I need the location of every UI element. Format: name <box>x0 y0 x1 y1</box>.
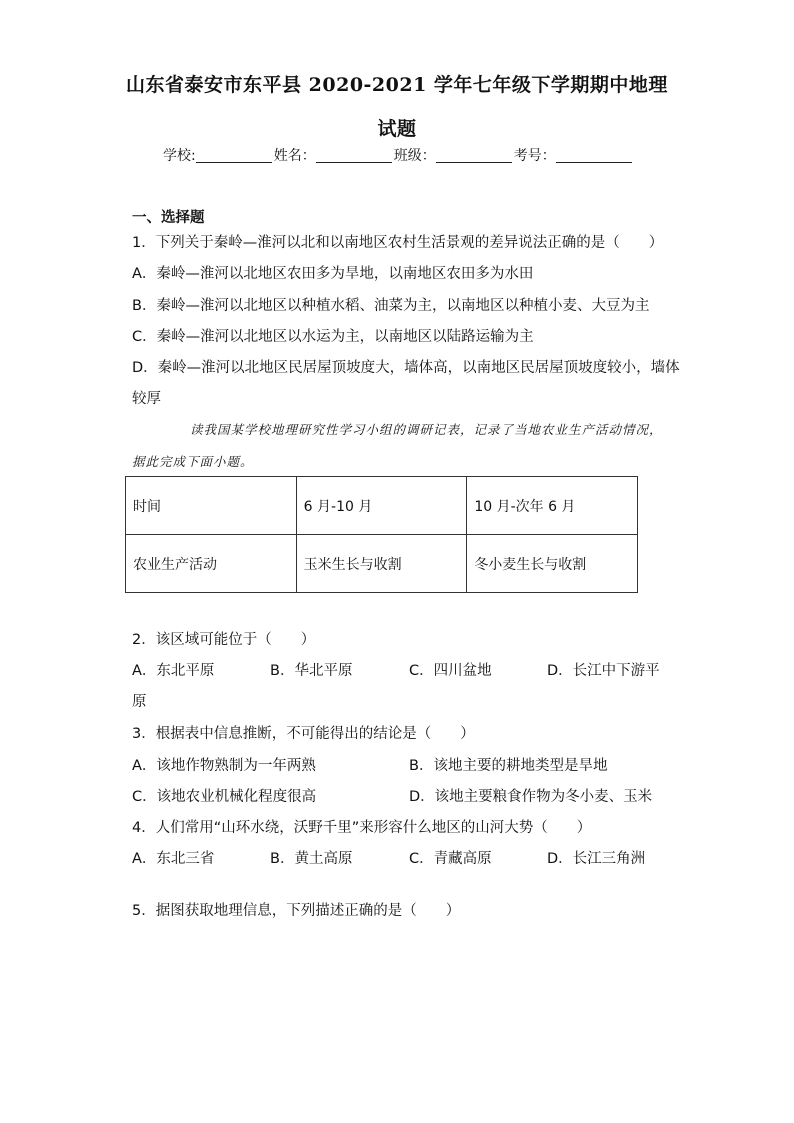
q1-option-c: C．秦岭—淮河以北地区以水运为主，以南地区以陆路运输为主 <box>132 329 534 345</box>
exam-title-line2: 试题 <box>377 118 417 140</box>
q5-stem: 5．据图获取地理信息，下列描述正确的是（ ） <box>132 903 461 919</box>
q4-option-d: D．长江三角洲 <box>547 851 646 867</box>
q4-option-c: C．青藏高原 <box>409 851 492 867</box>
class-label: 班级： <box>393 148 436 164</box>
name-label: 姓名： <box>273 148 316 164</box>
q4-stem: 4．人们常用“山环水绕，沃野千里”来形容什么地区的山河大势（ ） <box>132 820 592 836</box>
q2-option-c: C．四川盆地 <box>409 663 492 679</box>
reading-line2: 据此完成下面小题。 <box>132 454 254 469</box>
table-cell: 农业生产活动 <box>126 535 297 593</box>
q2-option-d: D．长江中下游平 <box>547 663 660 679</box>
table-cell: 冬小麦生长与收割 <box>467 535 638 593</box>
q3-option-d: D．该地主要粮食作物为冬小麦、玉米 <box>409 789 653 805</box>
q1-option-d-cont: 较厚 <box>132 391 161 407</box>
class-blank[interactable] <box>436 148 512 163</box>
q1-stem: 1．下列关于秦岭—淮河以北和以南地区农村生活景观的差异说法正确的是（ ） <box>132 235 664 251</box>
q3-option-a: A．该地作物熟制为一年两熟 <box>132 758 316 774</box>
reading-intro <box>132 414 672 478</box>
section-heading: 一、选择题 <box>132 210 205 226</box>
q2-option-d-cont: 原 <box>132 694 147 710</box>
q1-option-a: A．秦岭—淮河以北地区农田多为旱地，以南地区农田多为水田 <box>132 266 534 282</box>
q2-option-b: B．华北平原 <box>270 663 353 679</box>
q1-option-d: D．秦岭—淮河以北地区民居屋顶坡度大，墙体高，以南地区民居屋顶坡度较小，墙体 <box>132 360 680 376</box>
table-cell: 时间 <box>126 477 297 535</box>
reading-line1: 读我国某学校地理研究性学习小组的调研记表，记录了当地农业生产活动情况， <box>190 422 663 437</box>
table-row <box>126 477 638 535</box>
table-cell: 10 月-次年 6 月 <box>467 477 638 535</box>
school-label: 学校: <box>163 148 196 164</box>
q3-option-c: C．该地农业机械化程度很高 <box>132 789 317 805</box>
q4-option-a: A．东北三省 <box>132 851 215 867</box>
student-info-row <box>163 145 634 165</box>
table-cell: 玉米生长与收割 <box>296 535 467 593</box>
q4-option-b: B．黄土高原 <box>270 851 353 867</box>
school-blank[interactable] <box>196 148 272 163</box>
table-row <box>126 535 638 593</box>
table-cell: 6 月-10 月 <box>296 477 467 535</box>
name-blank[interactable] <box>316 148 392 163</box>
exam-no-blank[interactable] <box>556 148 632 163</box>
agriculture-table <box>125 476 638 593</box>
q2-stem: 2．该区域可能位于（ ） <box>132 632 316 648</box>
exam-title-line1: 山东省泰安市东平县 2020-2021 学年七年级下学期期中地理 <box>126 74 668 96</box>
exam-no-label: 考号： <box>513 148 556 164</box>
q1-option-b: B．秦岭—淮河以北地区以种植水稻、油菜为主，以南地区以种植小麦、大豆为主 <box>132 298 650 314</box>
q3-stem: 3．根据表中信息推断，不可能得出的结论是（ ） <box>132 726 475 742</box>
q2-option-a: A．东北平原 <box>132 663 215 679</box>
q3-option-b: B．该地主要的耕地类型是旱地 <box>409 758 608 774</box>
